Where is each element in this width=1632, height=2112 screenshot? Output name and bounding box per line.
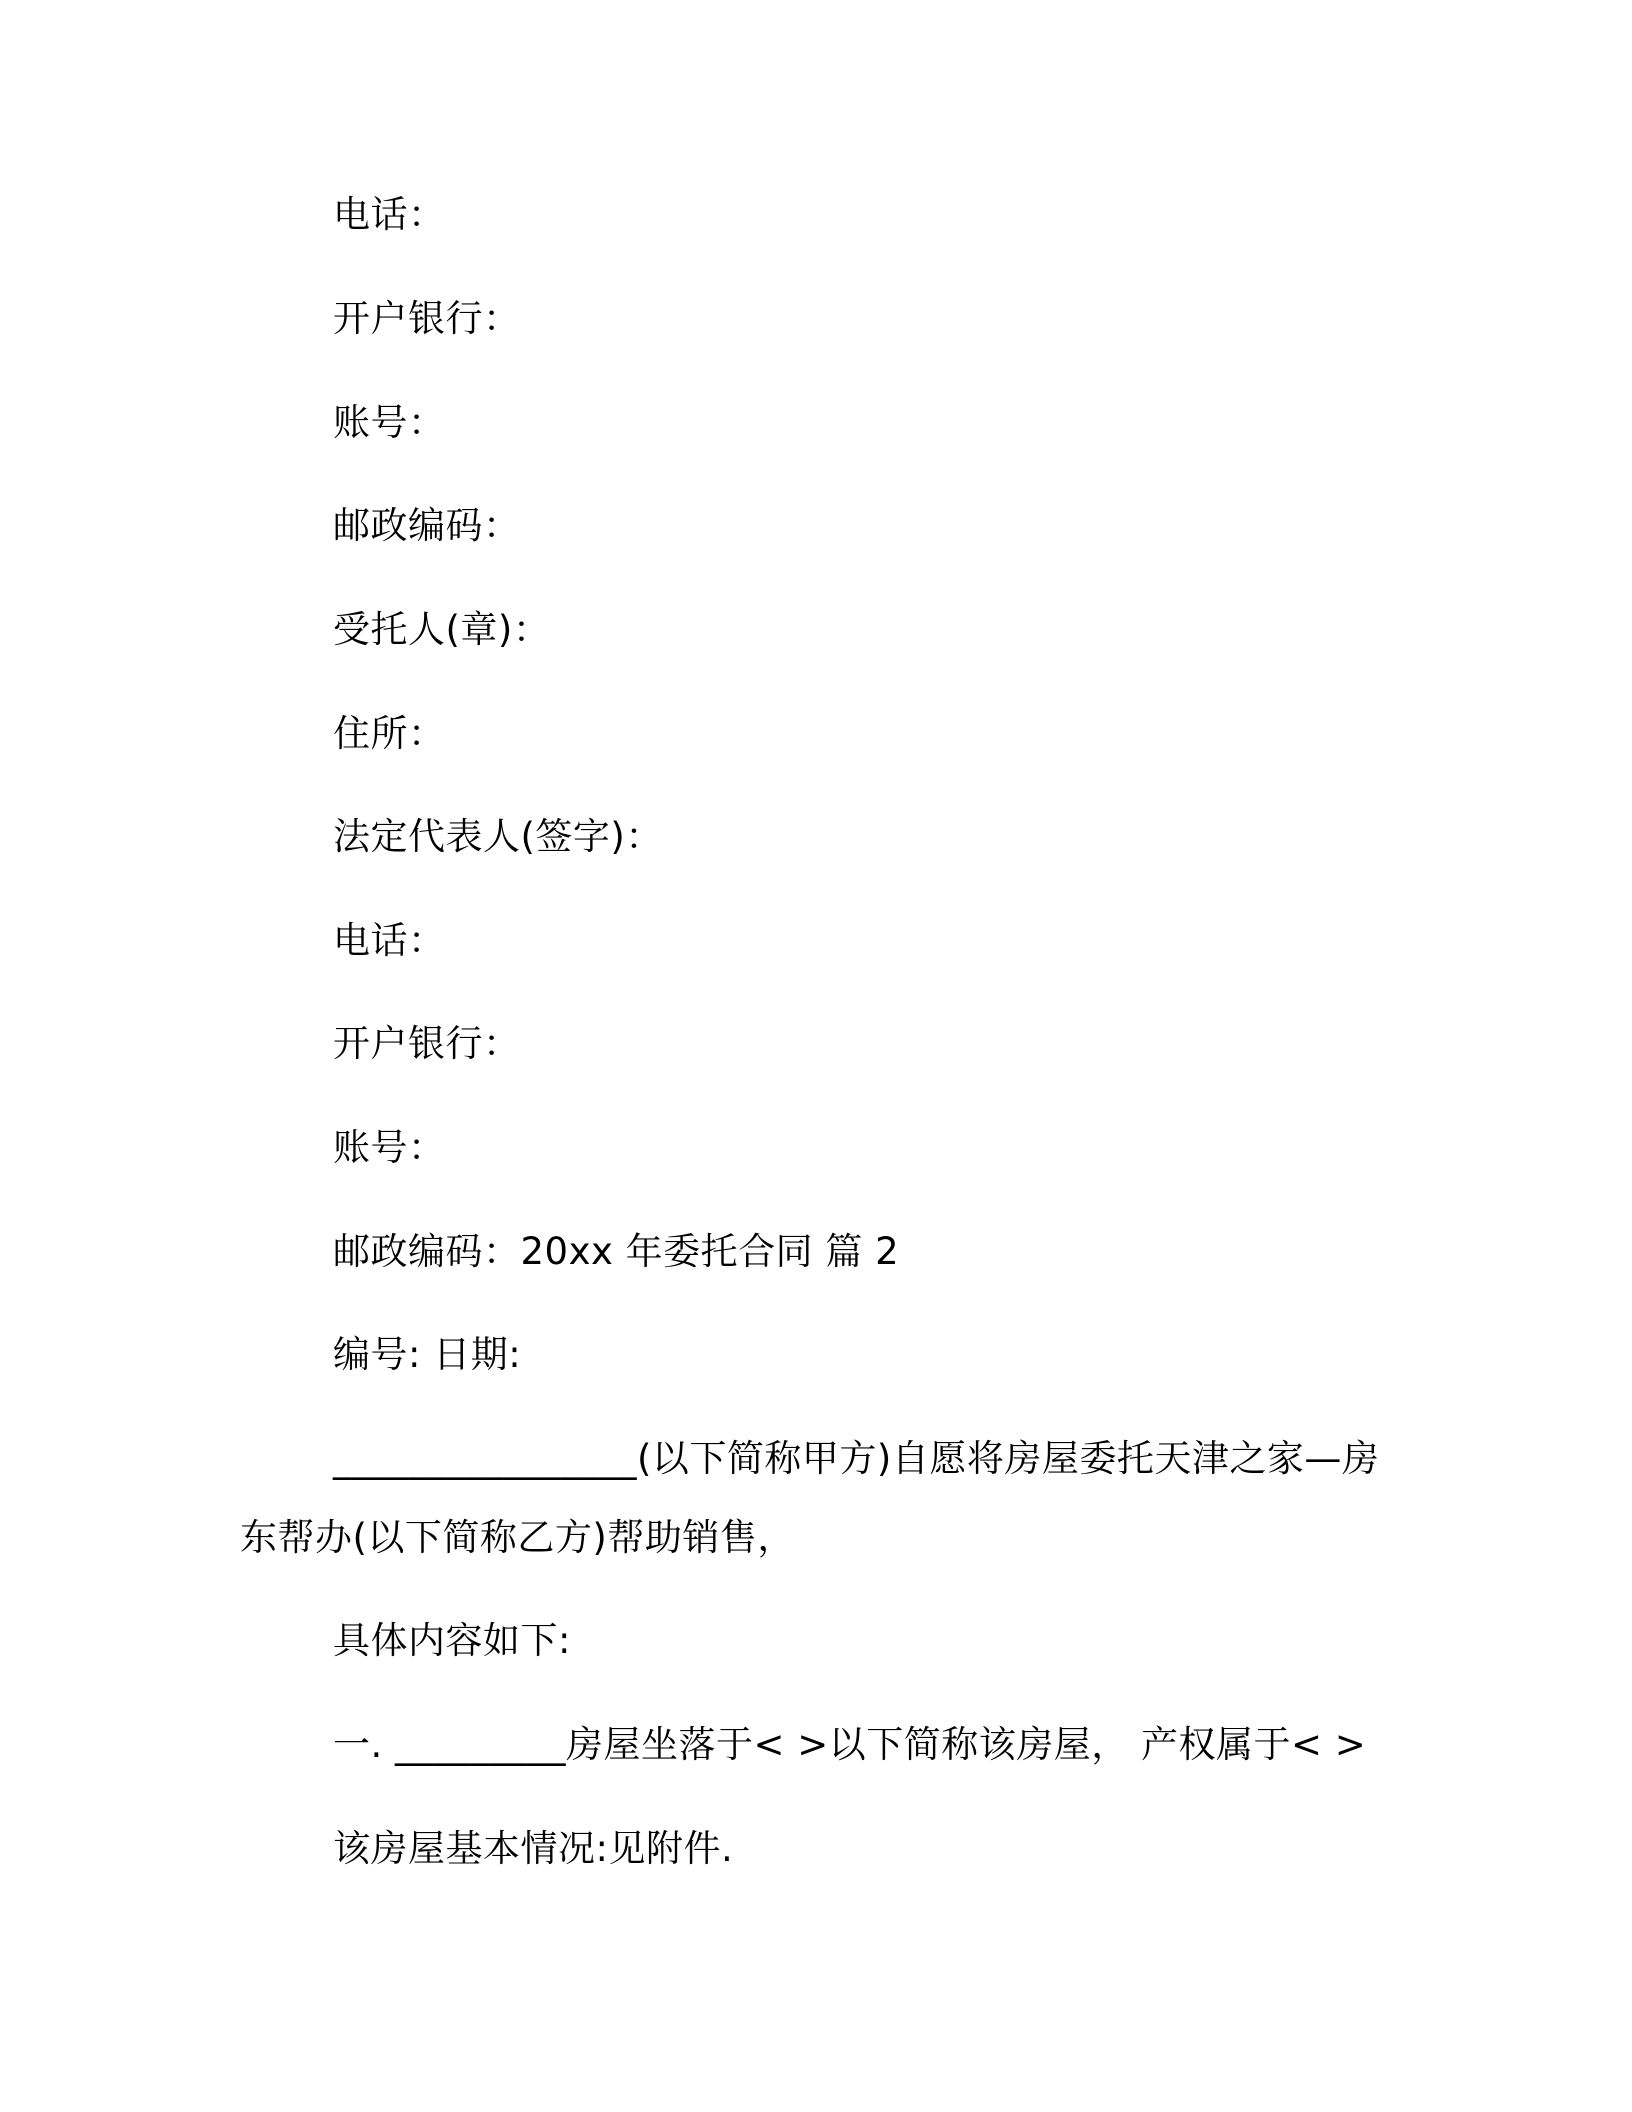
- account-label-2: 账号：: [333, 1126, 446, 1169]
- legal-rep-label: 法定代表人(签字)：: [333, 815, 663, 858]
- phone-label-1: 电话：: [333, 193, 446, 236]
- paragraph-line-2: 东帮办(以下简称乙方)帮助销售，: [240, 1516, 795, 1559]
- clause-one: 一. _________房屋坐落于< >以下简称该房屋， 产权属于< >: [333, 1723, 1367, 1766]
- postcode-label-1: 邮政编码：: [333, 504, 521, 547]
- bank-label-1: 开户银行：: [333, 297, 521, 340]
- paragraph-line-1: ________________(以下简称甲方)自愿将房屋委托天津之家—房: [333, 1437, 1380, 1480]
- postcode-section-heading: 邮政编码：20xx 年委托合同 篇 2: [333, 1230, 900, 1273]
- content-intro: 具体内容如下:: [333, 1619, 571, 1662]
- property-info-line: 该房屋基本情况:见附件.: [333, 1827, 734, 1870]
- phone-label-2: 电话：: [333, 919, 446, 962]
- account-label-1: 账号：: [333, 401, 446, 444]
- bank-label-2: 开户银行：: [333, 1022, 521, 1065]
- trustee-label: 受托人(章)：: [333, 608, 551, 651]
- number-date-line: 编号: 日期:: [333, 1333, 522, 1376]
- address-label: 住所：: [333, 712, 446, 755]
